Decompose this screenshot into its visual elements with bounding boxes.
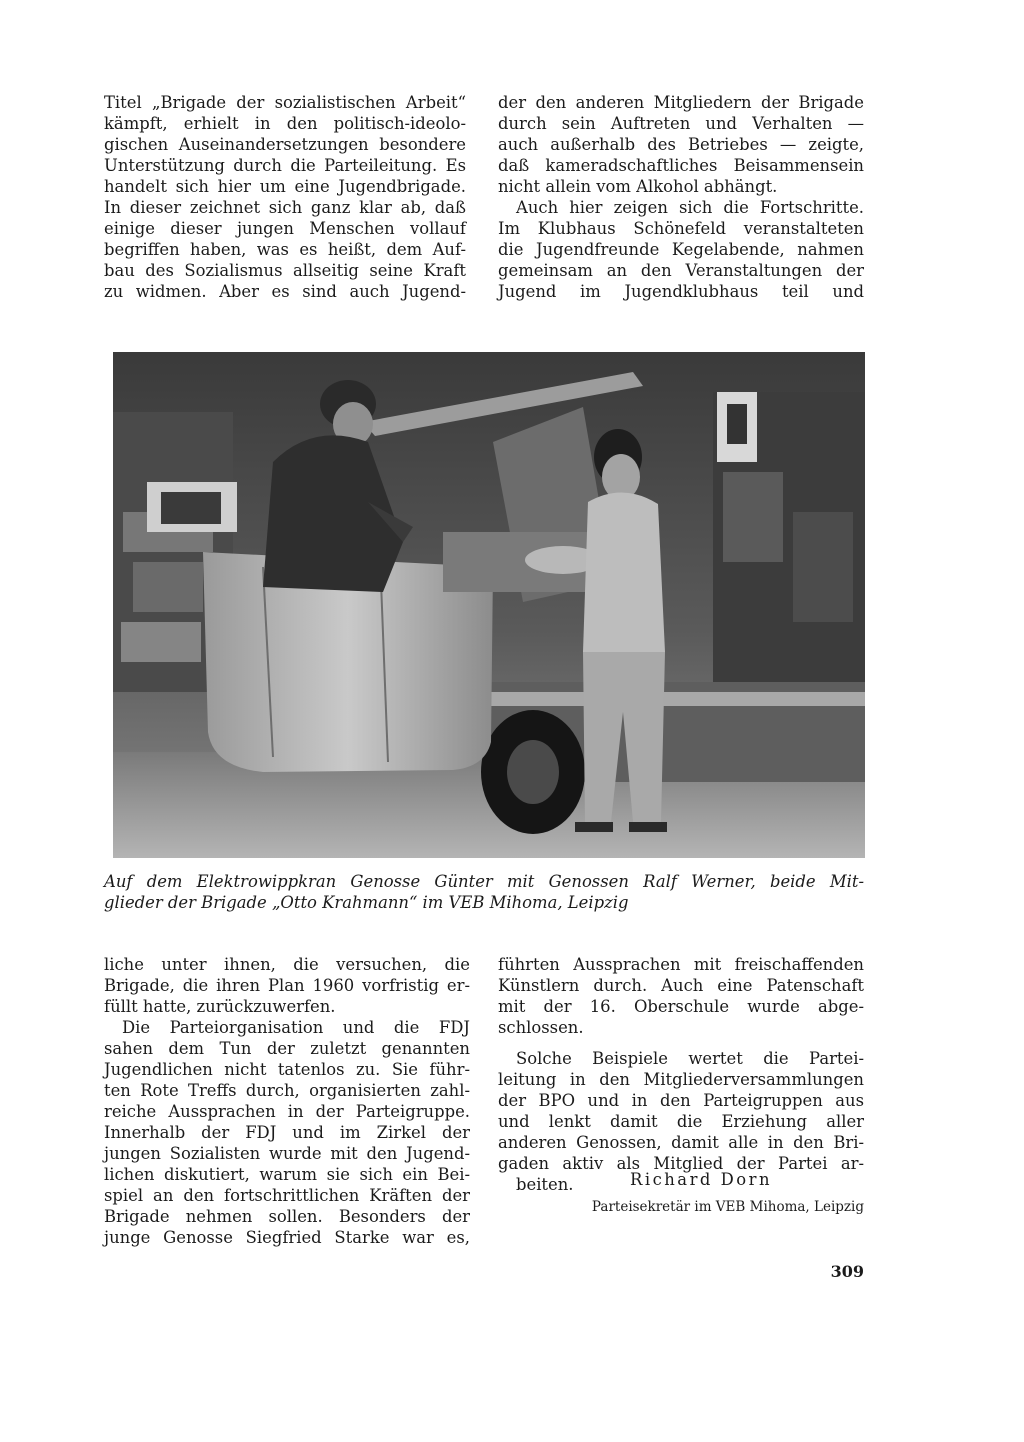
- text-line: gemeinsam an den Veranstaltungen der: [498, 261, 864, 280]
- text-line: Die Parteiorganisation und die FDJ: [122, 1018, 470, 1037]
- text-line: jungen Sozialisten wurde mit den Jugend-: [104, 1144, 470, 1163]
- text-line: auch außerhalb des Betriebes — zeigte,: [498, 135, 864, 154]
- text-line: leitung in den Mitgliederversammlungen: [498, 1070, 864, 1089]
- page-number: 309: [830, 1262, 864, 1281]
- text-line: zu widmen. Aber es sind auch Jugend-: [104, 282, 466, 301]
- text-column-bottom-left: [104, 954, 470, 1248]
- text-line: Brigade nehmen sollen. Besonders der: [104, 1207, 470, 1226]
- text-line: Jugend im Jugendklubhaus teil und: [498, 282, 864, 301]
- text-line: In dieser zeichnet sich ganz klar ab, daß: [104, 198, 466, 217]
- text-line: bau des Sozialismus allseitig seine Kraft: [104, 261, 466, 280]
- text-line: Im Klubhaus Schönefeld veranstalteten: [498, 219, 864, 238]
- text-line: Künstlern durch. Auch eine Patenschaft: [498, 976, 864, 995]
- author-name: Richard Dorn: [629, 1170, 773, 1189]
- text-line: Auch hier zeigen sich die Fortschritte.: [516, 198, 864, 217]
- caption-line: glieder der Brigade „Otto Krahmann“ im VEB Mihoma, Leipzig: [104, 893, 629, 912]
- text-line: gischen Auseinandersetzungen besondere: [104, 135, 466, 154]
- text-line: handelt sich hier um eine Jugendbrigade.: [104, 177, 466, 196]
- text-line: durch sein Auftreten und Verhalten —: [498, 114, 864, 133]
- text-line: und lenkt damit die Erziehung aller: [498, 1112, 864, 1131]
- paragraph-gap: [498, 1038, 864, 1048]
- text-line: schlossen.: [498, 1018, 584, 1037]
- text-line: mit der 16. Oberschule wurde abge-: [498, 997, 864, 1016]
- text-line: anderen Genossen, damit alle in den Bri-: [498, 1133, 864, 1152]
- text-line: junge Genosse Siegfried Starke war es,: [104, 1228, 470, 1247]
- text-line: füllt hatte, zurückzuwerfen.: [104, 997, 336, 1016]
- text-line: sahen dem Tun der zuletzt genannten: [104, 1039, 470, 1058]
- text-line: begriffen haben, was es heißt, dem Auf-: [104, 240, 466, 259]
- text-line: gaden aktiv als Mitglied der Partei ar-: [498, 1154, 864, 1173]
- photograph: [113, 352, 865, 858]
- text-line: Innerhalb der FDJ und im Zirkel der: [104, 1123, 470, 1142]
- text-line: lichen diskutiert, warum sie sich ein Bei-: [104, 1165, 470, 1184]
- text-line: Titel „Brigade der sozialistischen Arbeit“: [104, 93, 466, 112]
- text-line: Solche Beispiele wertet die Partei-: [516, 1049, 864, 1068]
- text-line: die Jugendfreunde Kegelabende, nahmen: [498, 240, 864, 259]
- text-line: der den anderen Mitgliedern der Brigade: [498, 93, 864, 112]
- text-line: reiche Aussprachen in der Parteigruppe.: [104, 1102, 470, 1121]
- caption-line: Auf dem Elektrowippkran Genosse Günter mit Genossen Ralf Werner, beide Mit-: [104, 872, 864, 891]
- text-line: Jugendlichen nicht tatenlos zu. Sie führ-: [104, 1060, 470, 1079]
- text-line: Unterstützung durch die Parteileitung. Es: [104, 156, 466, 175]
- text-line: daß kameradschaftliches Beisammensein: [498, 156, 864, 175]
- text-line: der BPO und in den Parteigruppen aus: [498, 1091, 864, 1110]
- text-line: kämpft, erhielt in den politisch-ideolo-: [104, 114, 466, 133]
- text-column-top-left: [104, 92, 466, 302]
- text-column-top-right: [498, 92, 864, 302]
- text-line: nicht allein vom Alkohol abhängt.: [498, 177, 778, 196]
- text-line: liche unter ihnen, die versuchen, die: [104, 955, 470, 974]
- text-line: ten Rote Treffs durch, organisierten zahl-: [104, 1081, 470, 1100]
- photo-caption: [104, 871, 864, 913]
- crane-photo-illustration: [113, 352, 865, 858]
- text-line: Brigade, die ihren Plan 1960 vorfristig er-: [104, 976, 470, 995]
- text-line: einige dieser jungen Menschen vollauf: [104, 219, 466, 238]
- text-line: beiten.: [516, 1175, 574, 1194]
- text-line: spiel an den fortschrittlichen Kräften der: [104, 1186, 470, 1205]
- text-line: führten Aussprachen mit freischaffenden: [498, 955, 864, 974]
- text-column-bottom-right: [498, 954, 864, 1195]
- author-role: Parteisekretär im VEB Mihoma, Leipzig: [591, 1199, 864, 1215]
